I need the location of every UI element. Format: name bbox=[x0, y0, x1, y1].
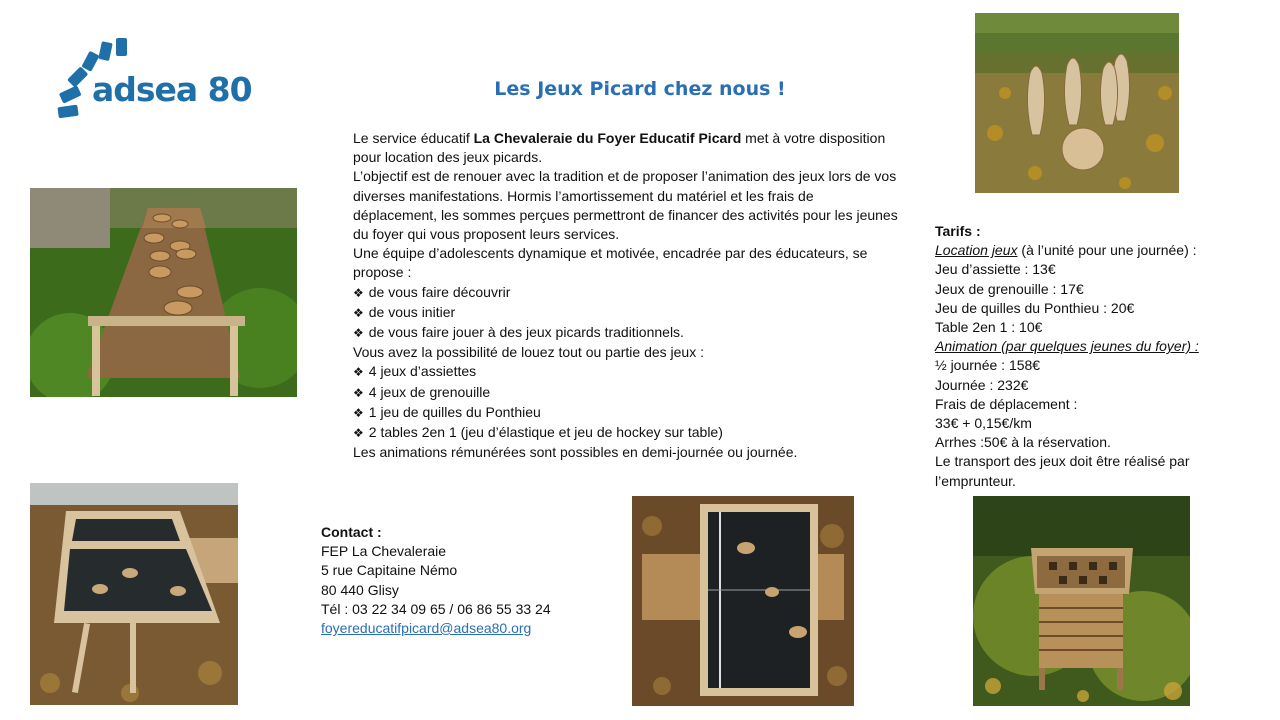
price-item: Arrhes :50€ à la réservation. bbox=[935, 434, 1111, 451]
contact-heading: Contact : bbox=[321, 524, 382, 540]
photo-quilles-game bbox=[975, 13, 1179, 193]
offer-item: ❖ de vous faire découvrir bbox=[353, 283, 898, 303]
location-line: Location jeux (à l’unité pour une journée) : bbox=[935, 242, 1197, 259]
price-item: ½ journée : 158€ bbox=[935, 357, 1041, 374]
game-item: ❖ 1 jeu de quilles du Ponthieu bbox=[353, 403, 898, 423]
photo-hockey-table bbox=[30, 483, 238, 705]
page-title: Les Jeux Picard chez nous ! bbox=[494, 78, 786, 100]
photo-plate-game bbox=[30, 188, 297, 397]
contact-line: 5 rue Capitaine Némo bbox=[321, 562, 458, 579]
intro-paragraph-4: Vous avez la possibilité de louez tout ou partie des jeux : bbox=[353, 344, 704, 361]
price-item: Jeu d’assiette : 13€ bbox=[935, 261, 1056, 278]
price-item: 33€ + 0,15€/km bbox=[935, 415, 1032, 432]
price-item: Jeu de quilles du Ponthieu : 20€ bbox=[935, 299, 1135, 316]
tarifs-section bbox=[935, 222, 1235, 491]
price-item: Journée : 232€ bbox=[935, 376, 1029, 393]
logo-text: adsea 80 bbox=[92, 70, 252, 109]
offer-item: ❖ de vous faire jouer à des jeux picards traditionnels. bbox=[353, 323, 898, 343]
animation-label: Animation (par quelques jeunes du foyer) : bbox=[935, 338, 1199, 355]
photo-table-2en1 bbox=[632, 496, 854, 706]
tarifs-heading: Tarifs : bbox=[935, 223, 981, 239]
price-item: Jeux de grenouille : 17€ bbox=[935, 280, 1084, 297]
adsea-logo bbox=[56, 34, 256, 120]
intro-paragraph-5: Les animations rémunérées sont possibles en demi-journée ou journée. bbox=[353, 444, 798, 461]
contact-phone: Tél : 03 22 34 09 65 / 06 86 55 33 24 bbox=[321, 600, 551, 617]
intro-paragraph-3: Une équipe d’adolescents dynamique et motivée, encadrée par des éducateurs, se propose : bbox=[353, 245, 868, 281]
contact-line: FEP La Chevaleraie bbox=[321, 543, 447, 560]
game-item: ❖ 4 jeux d’assiettes bbox=[353, 362, 898, 382]
intro-paragraph-1: Le service éducatif La Chevaleraie du Foyer Educatif Picard met à votre disposition pour location des jeux picards. bbox=[353, 130, 886, 166]
offer-item: ❖ de vous initier bbox=[353, 303, 898, 323]
intro-paragraph-2: L’objectif est de renouer avec la tradition et de proposer l’animation des jeux lors de vos diverses manifestations. Hormis l’amortissement du matériel et les frais de déplacement, les sommes perçues permettront de financer des activités pour les jeunes du foyer qui vous proposent leurs services. bbox=[353, 168, 898, 243]
intro-text bbox=[353, 129, 898, 462]
price-item: Table 2en 1 : 10€ bbox=[935, 319, 1043, 336]
game-item: ❖ 2 tables 2en 1 (jeu d’élastique et jeu de hockey sur table) bbox=[353, 423, 898, 443]
game-item: ❖ 4 jeux de grenouille bbox=[353, 383, 898, 403]
service-name: La Chevaleraie du Foyer Educatif Picard bbox=[473, 130, 742, 146]
transport-note: Le transport des jeux doit être réalisé par l’emprunteur. bbox=[935, 453, 1190, 489]
contact-line: 80 440 Glisy bbox=[321, 581, 399, 598]
location-label: Location jeux bbox=[935, 242, 1018, 259]
price-item: Frais de déplacement : bbox=[935, 395, 1078, 412]
contact-section bbox=[321, 523, 611, 638]
contact-email-link[interactable]: foyereducatifpicard@adsea80.org bbox=[321, 620, 532, 637]
photo-grenouille-game bbox=[973, 496, 1190, 706]
